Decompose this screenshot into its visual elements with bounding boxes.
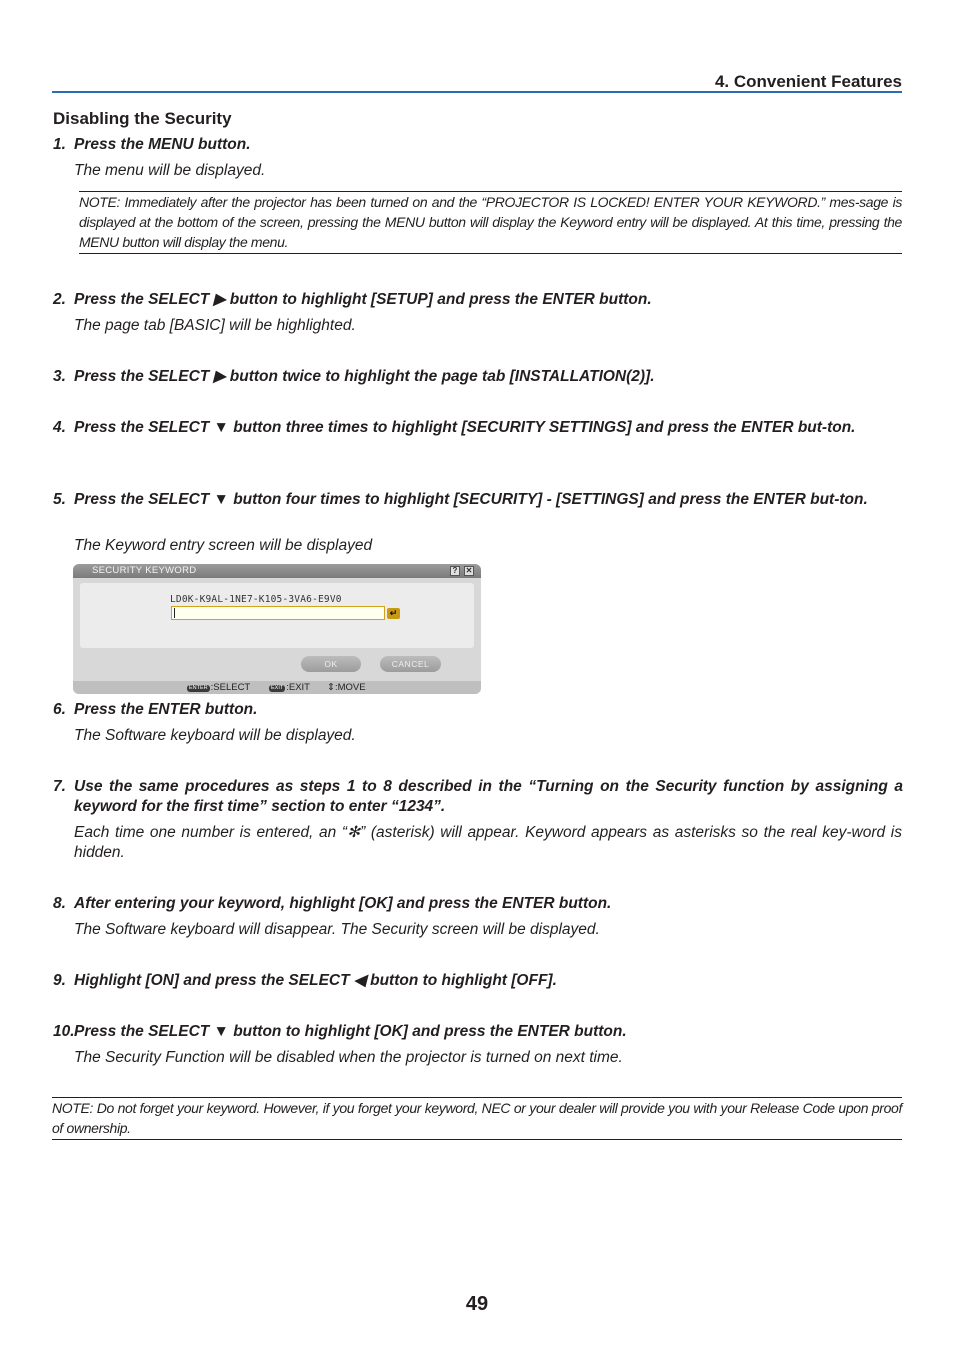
running-header: 4. Convenient Features	[714, 72, 902, 91]
step-number: 6.	[53, 701, 66, 718]
hint-exit	[269, 681, 310, 694]
step-7-desc: Each time one number is entered, an “✻” (asterisk) will appear. Keyword appears as asterisks so the real key-word is hidden.	[74, 824, 902, 861]
step-7	[53, 777, 903, 817]
step-text: Press the ENTER button.	[74, 701, 258, 718]
enter-key-badge: ENTER	[189, 685, 208, 691]
step-9	[53, 971, 903, 991]
step-text: Press the SELECT ▼ button three times to highlight [SECURITY SETTINGS] and press the ENTER but-ton.	[74, 419, 856, 436]
step-2-desc: The page tab [BASIC] will be highlighted.	[74, 317, 356, 334]
step-number: 3.	[53, 368, 66, 385]
dialog-title: SECURITY KEYWORD	[92, 565, 197, 576]
step-1-desc: The menu will be displayed.	[74, 162, 266, 179]
header-rule	[52, 91, 902, 93]
step-number: 1.	[53, 136, 66, 153]
step-number: 4.	[53, 419, 66, 436]
step-number: 2.	[53, 291, 66, 308]
dialog-footer	[73, 681, 481, 694]
enter-icon[interactable]: ↵	[387, 608, 400, 619]
help-icon[interactable]: ?	[450, 566, 460, 576]
step-text: Press the MENU button.	[74, 136, 251, 153]
step-text: Press the SELECT ▼ button to highlight [OK] and press the ENTER button.	[74, 1023, 627, 1040]
step-text: After entering your keyword, highlight [OK] and press the ENTER button.	[74, 895, 612, 912]
ok-button[interactable]: OK	[301, 656, 361, 672]
step-text: Press the SELECT ▶ button to highlight [SETUP] and press the ENTER button.	[74, 291, 652, 308]
security-keyword-dialog	[73, 564, 481, 694]
close-icon[interactable]: ✕	[465, 566, 473, 575]
note-forget-keyword: NOTE: Do not forget your keyword. However, if you forget your keyword, NEC or your dealer will provide you with your Release Code upon proof of ownership.	[52, 1097, 902, 1140]
hint-move	[327, 681, 366, 694]
section-title: Disabling the Security	[53, 109, 232, 128]
keyword-input[interactable]	[171, 606, 385, 620]
step-number: 9.	[53, 972, 66, 989]
step-number: 7.	[53, 778, 66, 795]
step-1	[53, 135, 903, 155]
note-menu-locked: NOTE: Immediately after the projector has been turned on and the “PROJECTOR IS LOCKED! ENTER YOUR KEYWORD.” mes-sage is displayed at the bottom of the screen, pressing the MENU button will display the Keyword entry will be displayed. At this time, pressing the MENU button will display the menu.	[79, 191, 902, 254]
step-10	[53, 1022, 903, 1042]
step-6	[53, 700, 903, 720]
step-5	[53, 490, 903, 510]
step-8	[53, 894, 903, 914]
step-2	[53, 290, 903, 310]
hint-select	[187, 681, 250, 694]
step-3	[53, 367, 903, 387]
step-text: Press the SELECT ▼ button four times to highlight [SECURITY] - [SETTINGS] and press the ENTER but-ton.	[74, 491, 868, 508]
step-6-desc: The Software keyboard will be displayed.	[74, 727, 356, 744]
exit-key-badge: EXIT	[271, 685, 284, 691]
keyword-code: LD0K-K9AL-1NE7-K105-3VA6-E9V0	[170, 594, 342, 605]
hint-select-label: :SELECT	[210, 682, 251, 693]
hint-exit-label: :EXIT	[286, 682, 310, 693]
text-cursor	[174, 608, 175, 618]
page-number: 49	[465, 1293, 489, 1315]
step-text: Use the same procedures as steps 1 to 8 described in the “Turning on the Security function by assigning a keyword for the first time” section to enter “1234”.	[74, 778, 903, 815]
step-5-desc: The Keyword entry screen will be displayed	[74, 537, 373, 554]
dialog-titlebar	[73, 564, 481, 578]
step-number: 10.	[53, 1023, 75, 1040]
step-number: 5.	[53, 491, 66, 508]
step-number: 8.	[53, 895, 66, 912]
step-4	[53, 418, 903, 438]
step-10-desc: The Security Function will be disabled when the projector is turned on next time.	[74, 1049, 623, 1066]
step-text: Press the SELECT ▶ button twice to highlight the page tab [INSTALLATION(2)].	[74, 368, 655, 385]
updown-arrow-icon: ⇕	[327, 682, 335, 693]
hint-move-label: :MOVE	[334, 682, 366, 693]
step-text: Highlight [ON] and press the SELECT ◀ button to highlight [OFF].	[74, 972, 557, 989]
step-8-desc: The Software keyboard will disappear. The Security screen will be displayed.	[74, 921, 600, 938]
cancel-button[interactable]: CANCEL	[380, 656, 441, 672]
